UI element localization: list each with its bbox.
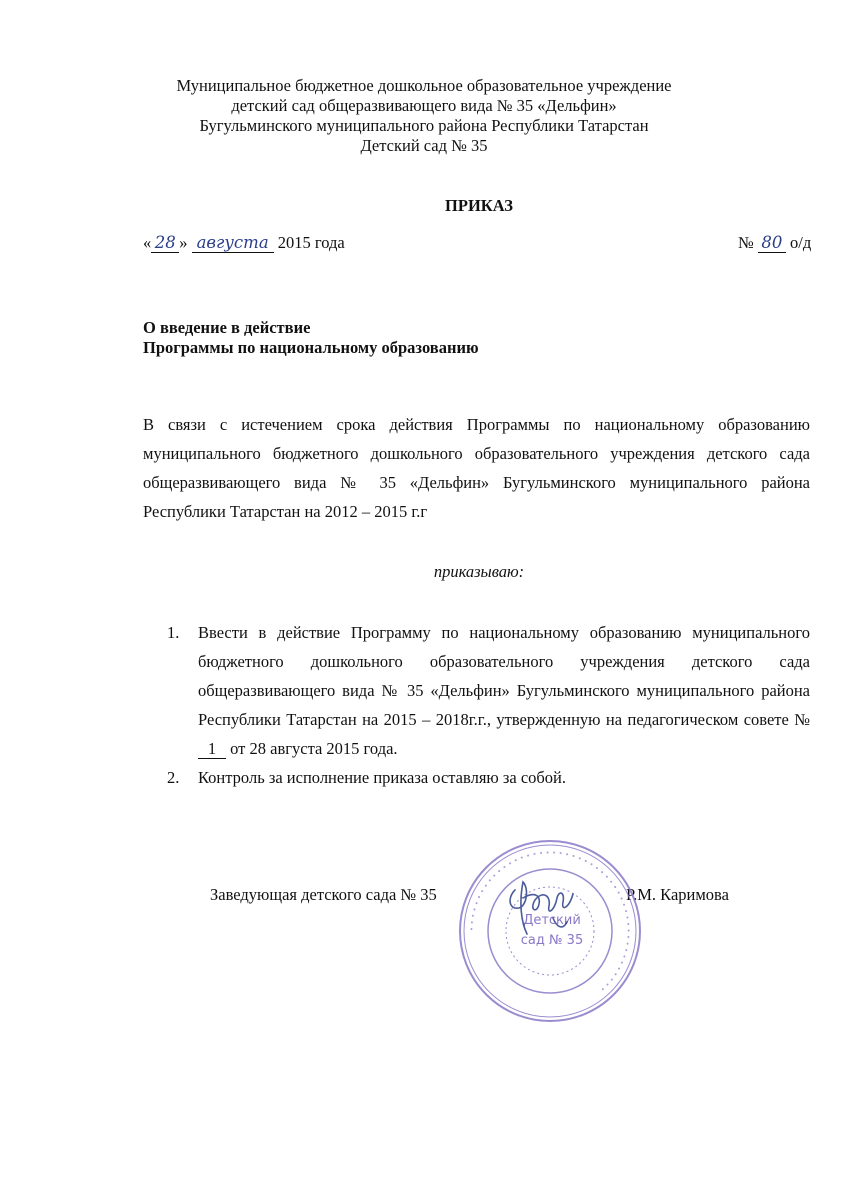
document-title: ПРИКАЗ (445, 196, 513, 215)
date-day-handwritten: 28 (151, 234, 179, 253)
order-item-1 (143, 618, 810, 763)
order-number-suffix: о/д (790, 233, 812, 252)
date-month-handwritten: августа (192, 234, 274, 253)
header-line-4: Детский сад № 35 (360, 136, 488, 155)
order-list (143, 618, 810, 792)
order-subject (143, 318, 479, 358)
preamble-paragraph: В связи с истечением срока действия Программы по национальному образованию муниципального бюджетного дошкольного образовательного учреждения детского сада общеразвивающего вида № 35 «Дельфин» Бугульминского муниципального района Республики Татарстан на 2012 – 2015 г.г (143, 415, 810, 521)
order-item-text: Ввести в действие Программу по национальному образованию муниципального бюджетного дошкольного образовательного учреждения детского сада общеразвивающего вида № 35 «Дельфин» Бугульминского муниципального района Республики Татарстан на 2015 – 2018г.г., утвержденную на педагогическом совете № (198, 623, 810, 729)
signatory-name: Р.М. Каримова (626, 885, 729, 904)
date-year: 2015 года (277, 233, 345, 252)
order-number-prefix: № (738, 233, 754, 252)
protocol-number: 1 (198, 740, 226, 759)
header-line-3: Бугульминского муниципального района Республики Татарстан (199, 116, 649, 135)
order-number-handwritten: 80 (758, 234, 786, 253)
official-stamp (457, 838, 643, 1024)
subject-line-1: О введение в действие (143, 318, 311, 337)
order-item-number: 2. (167, 768, 180, 787)
order-item-number: 1. (167, 623, 180, 642)
order-item-text-end: от 28 августа 2015 года. (230, 739, 398, 758)
organization-header (0, 76, 848, 156)
order-item-2 (143, 763, 810, 792)
stamp-center-line-2: сад № 35 (520, 933, 584, 948)
order-word: приказываю: (433, 562, 525, 581)
header-line-1: Муниципальное бюджетное дошкольное образовательное учреждение (176, 76, 672, 95)
header-line-2: детский сад общеразвивающего вида № 35 «Дельфин» (231, 96, 617, 115)
stamp-ring-lettering: • • • • • • • • • • • • • • • • • • • • • • • • • • • • • • • • • • • • • • • • • • • • • • • • (467, 848, 633, 994)
date-close-quote: » (179, 233, 188, 252)
signatory-position: Заведующая детского сада № 35 (210, 885, 437, 904)
date-open-quote: « (143, 233, 152, 252)
order-item-text: Контроль за исполнение приказа оставляю за собой. (198, 768, 566, 787)
subject-line-2: Программы по национальному образованию (143, 338, 479, 357)
stamp-center-line-1: Детский (523, 913, 581, 928)
order-date (143, 233, 345, 253)
order-number (738, 233, 811, 253)
